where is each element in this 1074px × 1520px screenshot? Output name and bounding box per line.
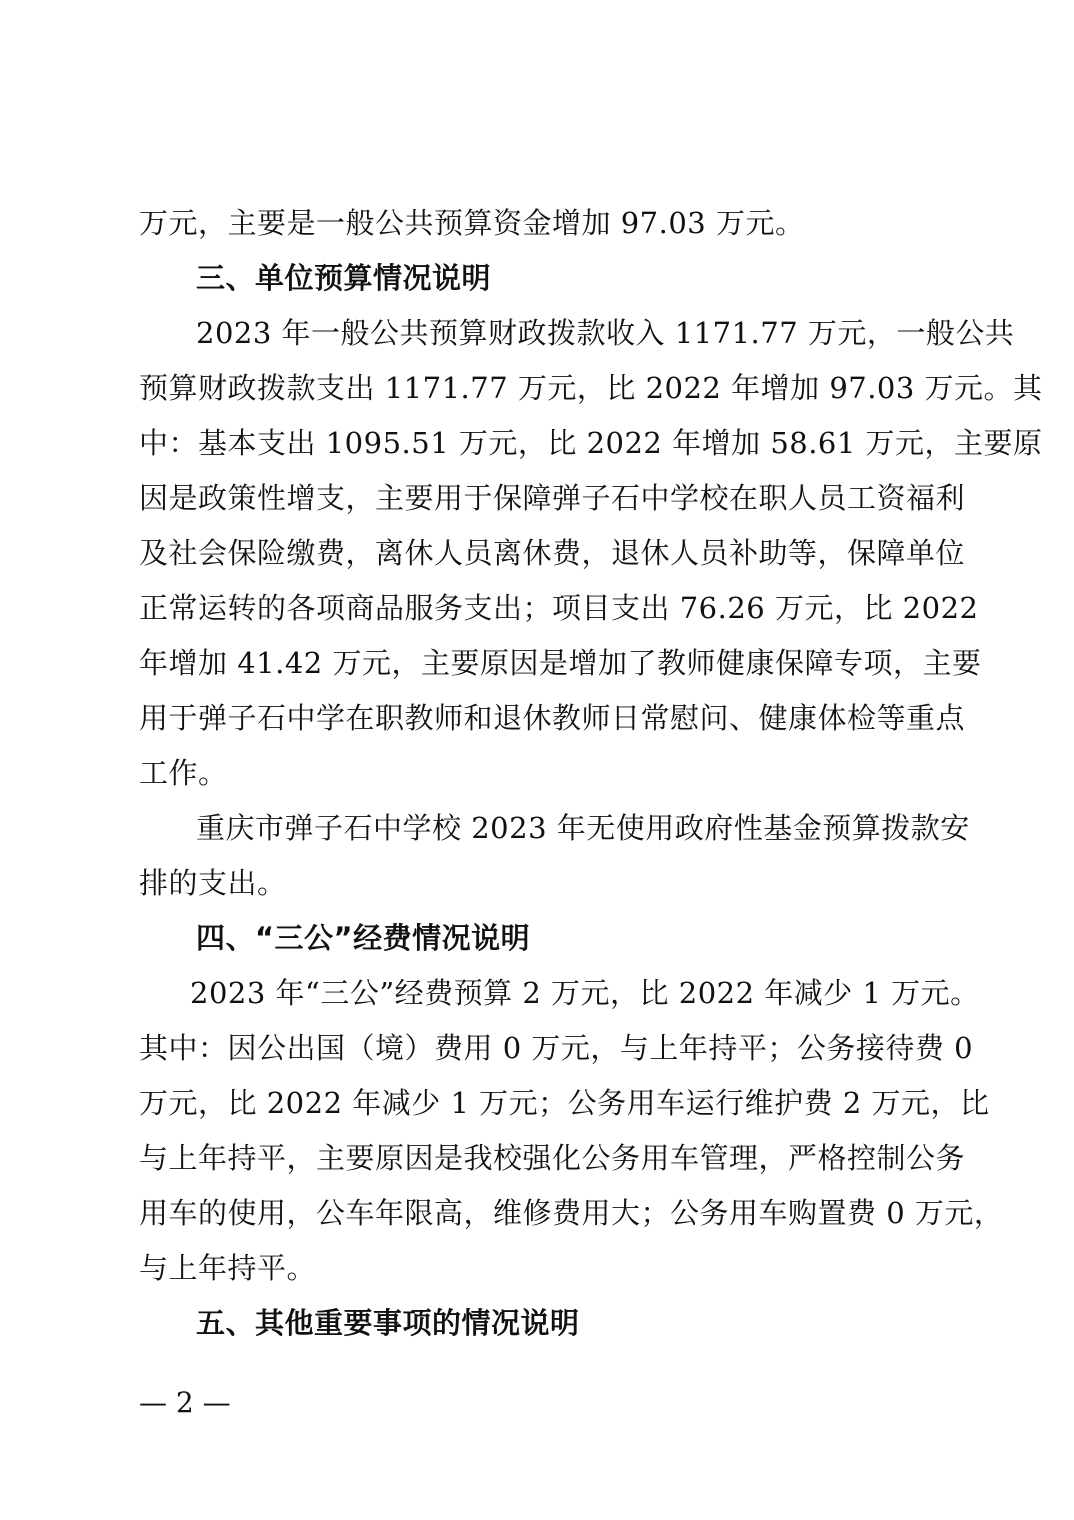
paragraph-line: 其中：因公出国（境）费用 0 万元，与上年持平；公务接待费 0 [139, 1031, 974, 1065]
paragraph-line: 2023 年“三公”经费预算 2 万元，比 2022 年减少 1 万元。 [190, 976, 980, 1010]
paragraph-line: 因是政策性增支，主要用于保障弹子石中学校在职人员工资福利 [139, 481, 966, 515]
section-heading-3: 三、单位预算情况说明 [196, 261, 492, 295]
paragraph-line: 与上年持平。 [139, 1251, 317, 1285]
paragraph-line: 用于弹子石中学在职教师和退休教师日常慰问、健康体检等重点 [139, 701, 966, 735]
paragraph-line: 预算财政拨款支出 1171.77 万元，比 2022 年增加 97.03 万元。其 [139, 371, 1043, 405]
paragraph-line: 正常运转的各项商品服务支出；项目支出 76.26 万元，比 2022 [139, 591, 979, 625]
section-heading-4: 四、“三公”经费情况说明 [196, 921, 531, 955]
paragraph-line: 与上年持平，主要原因是我校强化公务用车管理，严格控制公务 [139, 1141, 966, 1175]
paragraph-line: 用车的使用，公车年限高，维修费用大；公务用车购置费 0 万元， [139, 1196, 1004, 1230]
paragraph-line: 排的支出。 [139, 866, 287, 900]
section-heading-5: 五、其他重要事项的情况说明 [196, 1306, 580, 1340]
paragraph-line: 万元，主要是一般公共预算资金增加 97.03 万元。 [139, 206, 805, 240]
page-number: — 2 — [139, 1386, 231, 1419]
paragraph-line: 重庆市弹子石中学校 2023 年无使用政府性基金预算拨款安 [196, 811, 970, 845]
paragraph-line: 及社会保险缴费，离休人员离休费，退休人员补助等，保障单位 [139, 536, 966, 570]
paragraph-line: 工作。 [139, 756, 228, 790]
paragraph-line: 中：基本支出 1095.51 万元，比 2022 年增加 58.61 万元，主要原 [139, 426, 1043, 460]
paragraph-line: 2023 年一般公共预算财政拨款收入 1171.77 万元，一般公共 [196, 316, 1015, 350]
paragraph-line: 年增加 41.42 万元，主要原因是增加了教师健康保障专项，主要 [139, 646, 982, 680]
paragraph-line: 万元，比 2022 年减少 1 万元；公务用车运行维护费 2 万元，比 [139, 1086, 990, 1120]
